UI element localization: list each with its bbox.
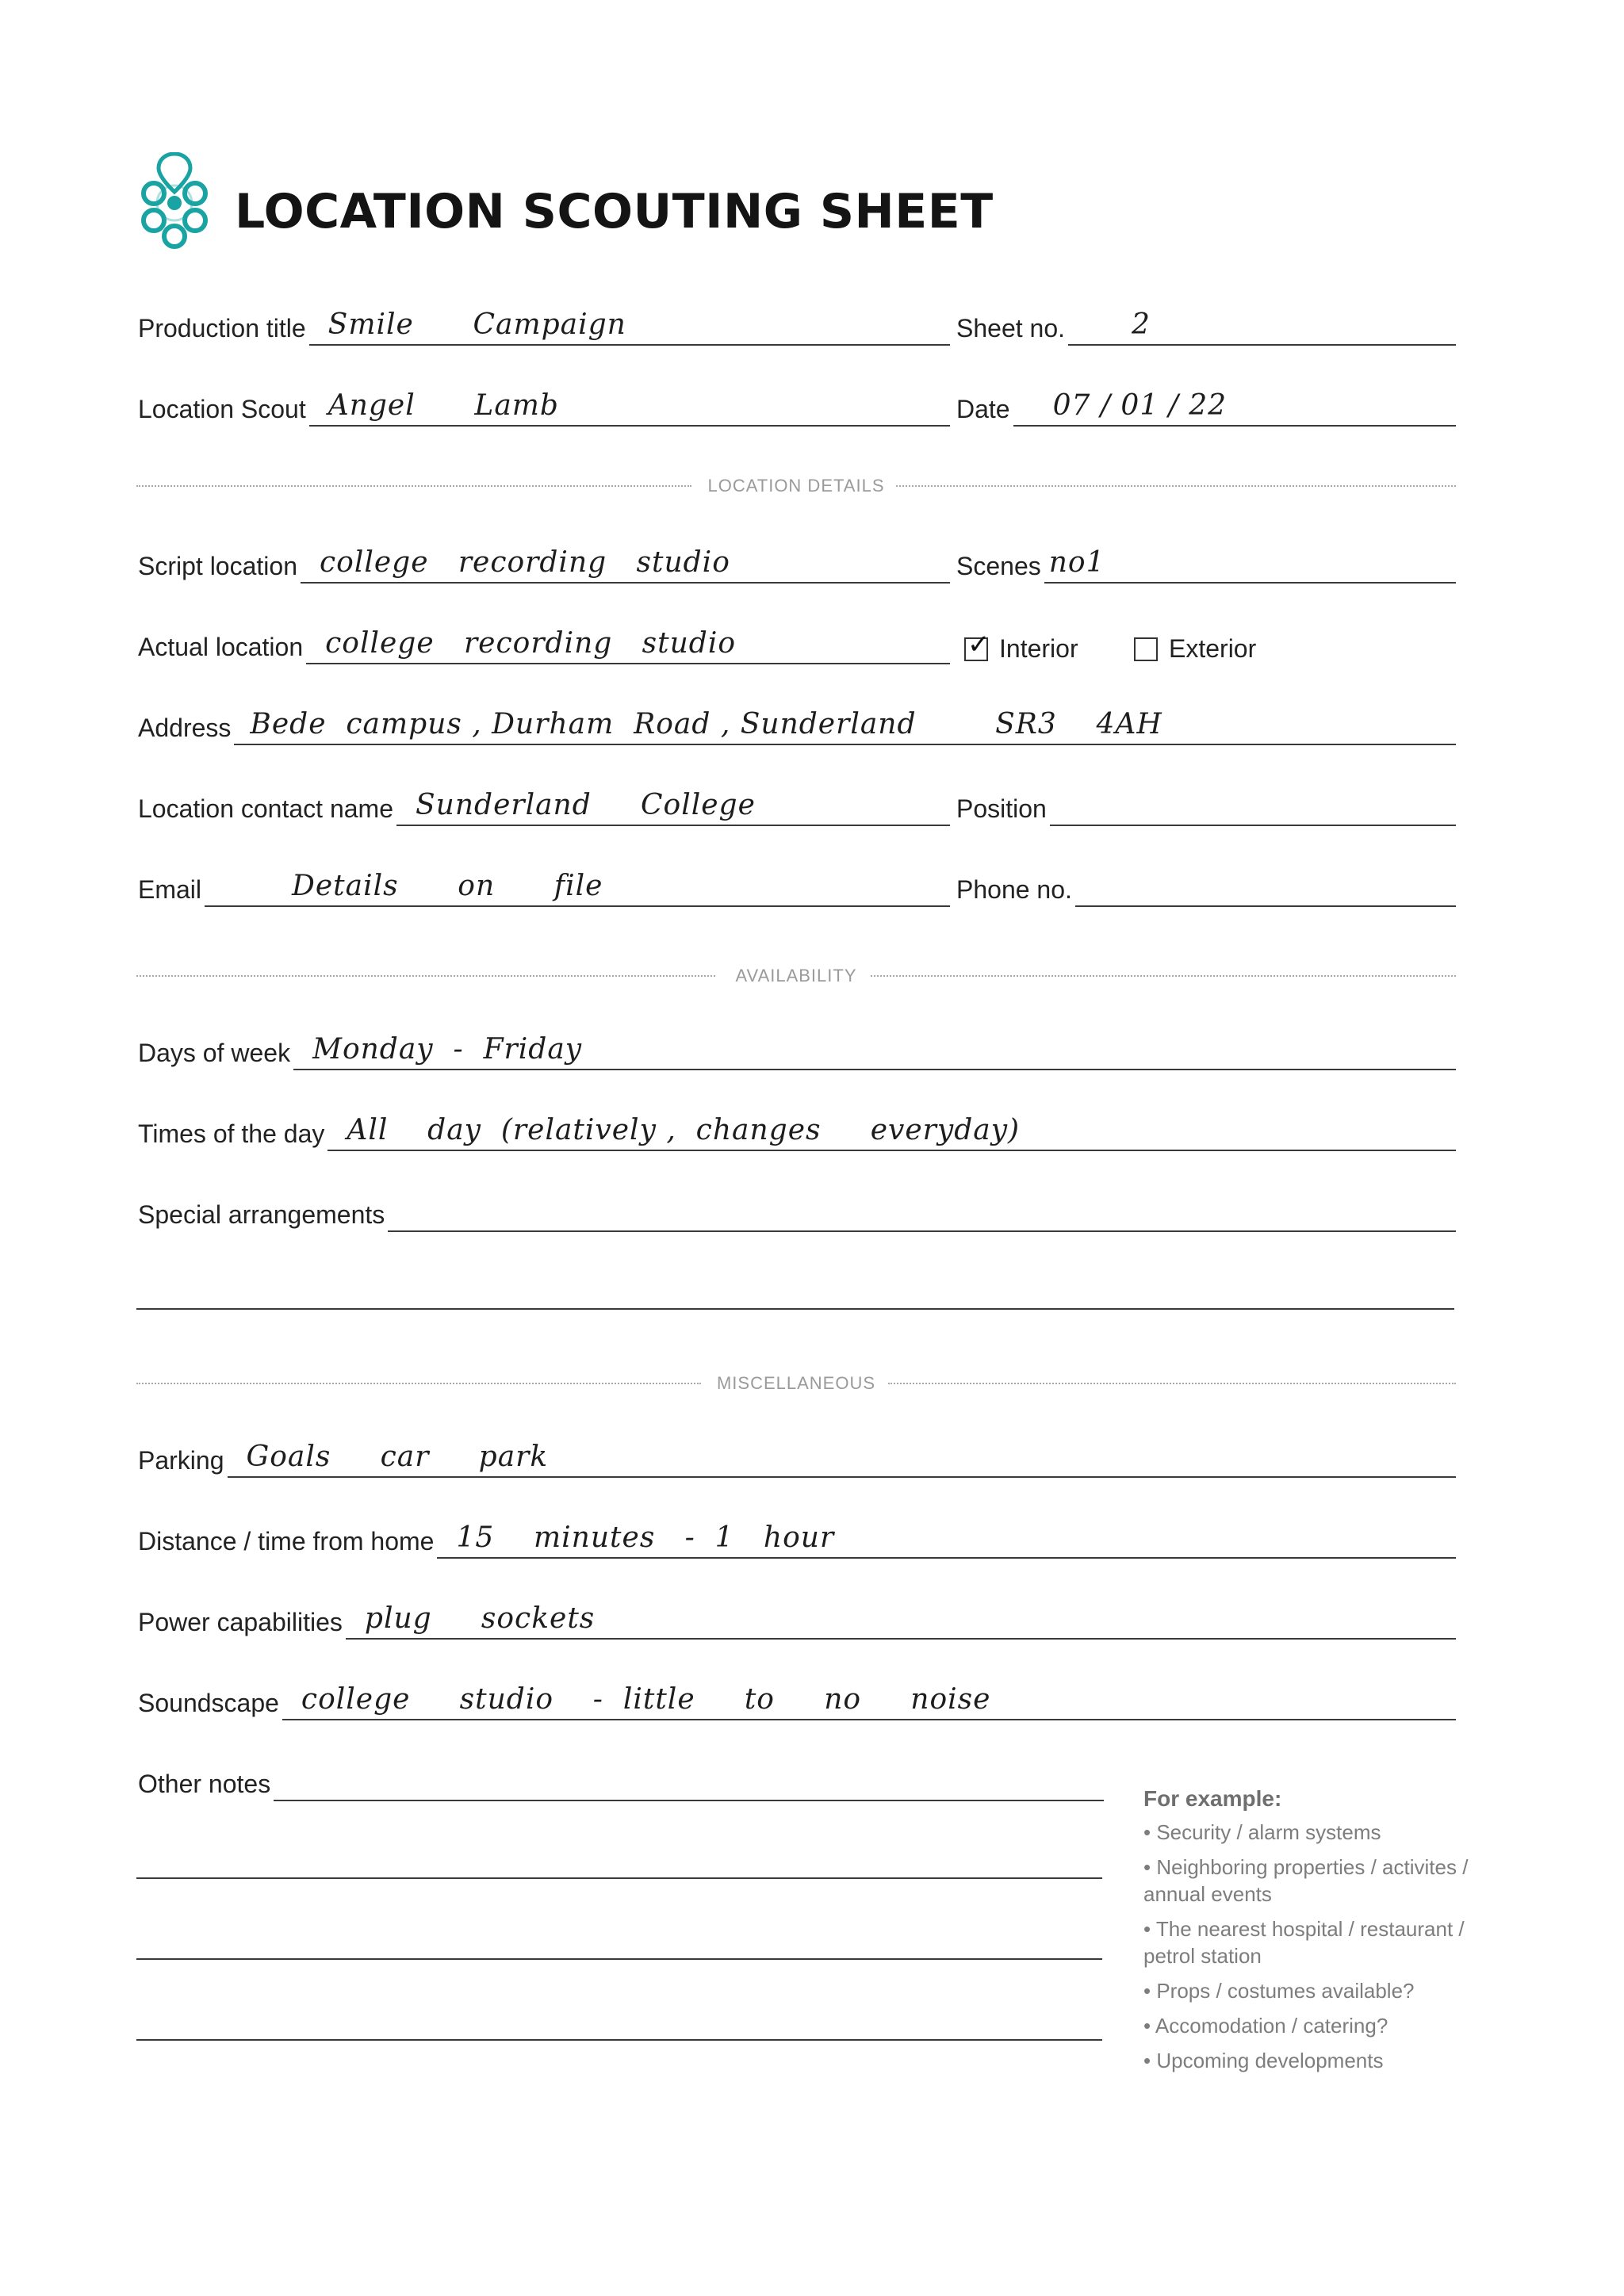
divider-line-right <box>888 1383 1456 1384</box>
other-notes-label: Other notes <box>138 1770 271 1798</box>
location-pin-flower-icon <box>136 152 213 254</box>
parking-line[interactable] <box>228 1432 1457 1478</box>
scenes-value: no1 <box>1048 546 1105 579</box>
divider-line-right <box>871 975 1456 977</box>
production-title-field[interactable] <box>138 295 950 346</box>
address-field[interactable] <box>138 695 1456 745</box>
interior-checkbox-box[interactable] <box>964 629 990 661</box>
special-arrangements-line[interactable] <box>388 1186 1456 1232</box>
page-title: LOCATION SCOUTING SHEET <box>235 184 994 239</box>
example-item: • Neighboring properties / activites / annual events <box>1143 1855 1469 1906</box>
actual-location-label: Actual location <box>138 633 304 661</box>
distance-line[interactable] <box>437 1513 1456 1559</box>
power-label: Power capabilities <box>138 1608 343 1636</box>
date-label: Date <box>956 395 1010 423</box>
exterior-checkbox-box[interactable] <box>1134 637 1158 661</box>
exterior-checkbox[interactable] <box>1134 634 1256 664</box>
phone-label: Phone no. <box>956 875 1072 904</box>
distance-value: 15 minutes - 1 hour <box>456 1521 835 1554</box>
times-of-day-line[interactable] <box>327 1105 1456 1151</box>
script-location-value: college recording studio <box>319 546 730 579</box>
script-location-label: Script location <box>138 552 297 580</box>
section-title-miscellaneous: MISCELLANEOUS <box>716 1373 876 1393</box>
divider-line-left <box>136 975 715 977</box>
times-of-day-value: All day (relatively , changes everyday) <box>347 1114 1021 1146</box>
soundscape-line[interactable] <box>282 1674 1456 1720</box>
script-location-line[interactable] <box>301 538 950 584</box>
power-value: plug sockets <box>364 1602 596 1635</box>
other-notes-extra-line-2[interactable] <box>136 1958 1102 1960</box>
days-of-week-field[interactable] <box>138 1020 1456 1070</box>
section-title-location-details: LOCATION DETAILS <box>707 476 885 496</box>
examples-title: For example: <box>1143 1786 1282 1811</box>
section-divider-location-details <box>136 474 1456 498</box>
divider-line-left <box>136 485 691 487</box>
location-scout-line[interactable] <box>309 381 950 427</box>
power-field[interactable] <box>138 1589 1456 1640</box>
location-scout-field[interactable] <box>138 376 950 427</box>
soundscape-label: Soundscape <box>138 1689 279 1717</box>
production-title-label: Production title <box>138 314 306 342</box>
position-label: Position <box>956 794 1047 823</box>
days-of-week-label: Days of week <box>138 1039 291 1067</box>
other-notes-extra-line-1[interactable] <box>136 1877 1102 1879</box>
email-field[interactable] <box>138 856 950 907</box>
email-label: Email <box>138 875 202 904</box>
sheet-no-label: Sheet no. <box>956 314 1065 342</box>
other-notes-line[interactable] <box>274 1755 1104 1801</box>
checkmark-icon: ✓ <box>967 629 990 660</box>
position-line[interactable] <box>1050 780 1456 826</box>
divider-line-left <box>136 1383 701 1384</box>
other-notes-field[interactable] <box>138 1751 1104 1801</box>
exterior-label: Exterior <box>1169 634 1257 663</box>
soundscape-field[interactable] <box>138 1670 1456 1720</box>
contact-name-line[interactable] <box>396 780 950 826</box>
parking-value: Goals car park <box>246 1441 549 1473</box>
parking-label: Parking <box>138 1446 224 1475</box>
distance-field[interactable] <box>138 1508 1456 1559</box>
production-title-line[interactable] <box>309 300 950 346</box>
address-line[interactable] <box>234 699 1456 745</box>
parking-field[interactable] <box>138 1427 1456 1478</box>
times-of-day-field[interactable] <box>138 1100 1456 1151</box>
sheet-no-line[interactable] <box>1068 300 1456 346</box>
interior-checkbox[interactable] <box>964 629 1078 664</box>
actual-location-line[interactable] <box>306 618 950 664</box>
actual-location-field[interactable] <box>138 614 950 664</box>
example-item: • Upcoming developments <box>1143 2049 1384 2072</box>
special-arrangements-field[interactable] <box>138 1181 1456 1232</box>
section-title-availability: AVAILABILITY <box>735 966 857 985</box>
special-arrangements-extra-line[interactable] <box>136 1308 1454 1310</box>
position-field[interactable] <box>956 775 1456 826</box>
date-line[interactable] <box>1013 381 1456 427</box>
phone-field[interactable] <box>956 856 1456 907</box>
email-value: Details on file <box>292 870 603 902</box>
location-scout-value: Angel Lamb <box>327 389 559 422</box>
examples-panel <box>1143 1785 1477 2082</box>
section-divider-availability <box>136 964 1456 988</box>
contact-name-label: Location contact name <box>138 794 393 823</box>
interior-label: Interior <box>999 634 1078 663</box>
times-of-day-label: Times of the day <box>138 1119 325 1148</box>
days-of-week-value: Monday - Friday <box>312 1033 583 1066</box>
divider-line-right <box>896 485 1456 487</box>
production-title-value: Smile Campaign <box>327 308 626 341</box>
location-scout-label: Location Scout <box>138 395 306 423</box>
contact-name-field[interactable] <box>138 775 950 826</box>
address-value: Bede campus , Durham Road , Sunderland SR3 4AH <box>250 708 1162 740</box>
sheet-no-field[interactable] <box>956 295 1456 346</box>
example-item: • Accomodation / catering? <box>1143 2014 1388 2038</box>
power-line[interactable] <box>346 1594 1456 1640</box>
other-notes-extra-line-3[interactable] <box>136 2039 1102 2041</box>
example-item: • Props / costumes available? <box>1143 1979 1415 2003</box>
address-label: Address <box>138 714 232 742</box>
phone-line[interactable] <box>1075 861 1456 907</box>
date-value: 07 / 01 / 22 <box>1052 389 1228 422</box>
actual-location-value: college recording studio <box>325 627 737 660</box>
scenes-line[interactable] <box>1044 538 1456 584</box>
scenes-field[interactable] <box>956 533 1456 584</box>
soundscape-value: college studio - little to no noise <box>301 1683 991 1716</box>
date-field[interactable] <box>956 376 1456 427</box>
contact-name-value: Sunderland College <box>415 789 756 821</box>
example-item: • The nearest hospital / restaurant / petrol station <box>1143 1917 1465 1968</box>
special-arrangements-label: Special arrangements <box>138 1200 385 1229</box>
email-line[interactable] <box>205 861 950 907</box>
section-divider-miscellaneous <box>136 1372 1456 1395</box>
scenes-label: Scenes <box>956 552 1041 580</box>
example-item: • Security / alarm systems <box>1143 1820 1381 1844</box>
script-location-field[interactable] <box>138 533 950 584</box>
distance-label: Distance / time from home <box>138 1527 435 1556</box>
sheet-no-value: 2 <box>1132 308 1151 341</box>
days-of-week-line[interactable] <box>293 1024 1456 1070</box>
